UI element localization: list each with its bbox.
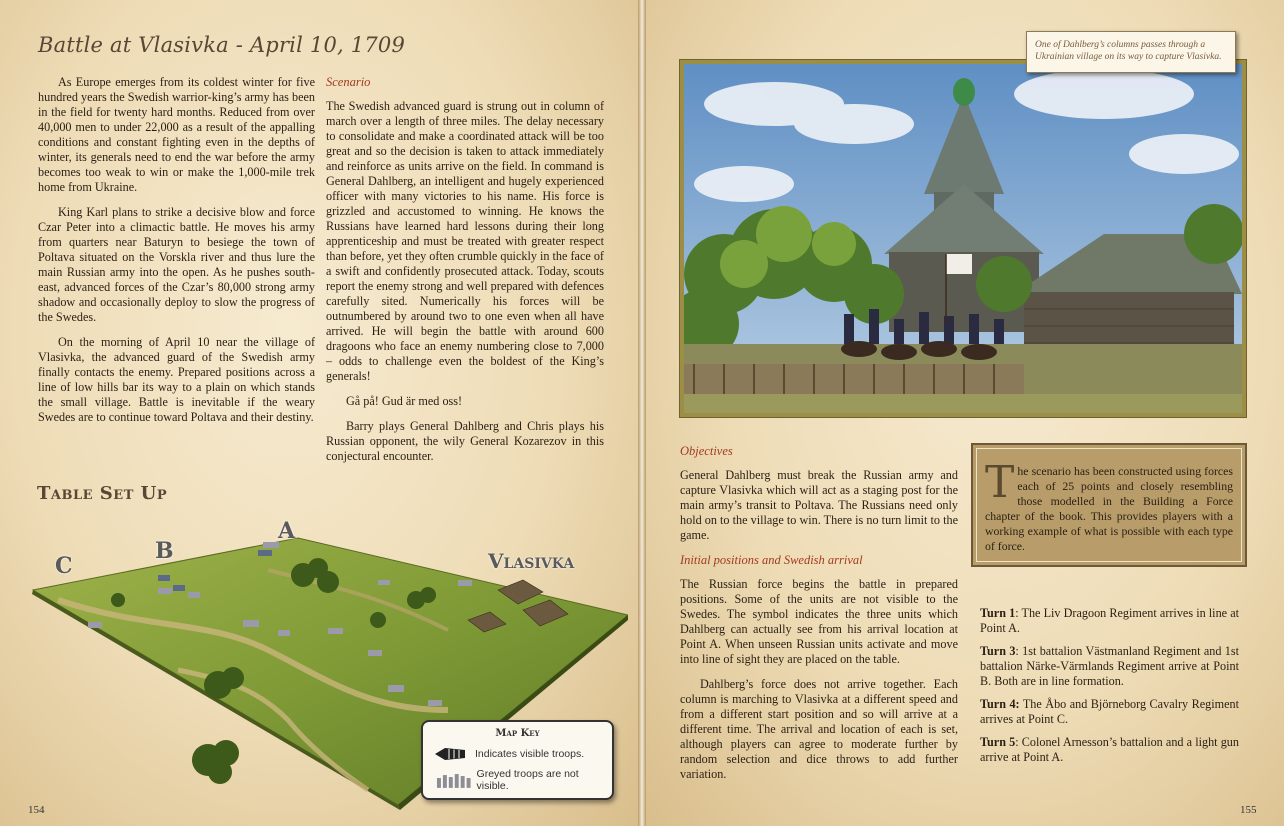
turn-label: Turn 3 xyxy=(980,644,1016,658)
map-label-village: Vlasivka xyxy=(488,549,575,573)
sidebar-text: he scenario has been constructed using forces each of 25 points and closely resembling those modelled in the Building a Force chapter of the book. This provides players with a working example of what is possible with each type of force. xyxy=(985,464,1233,553)
sidebar-box xyxy=(971,443,1247,567)
map-label-a: A xyxy=(278,518,296,544)
table-setup-title: Table Set Up xyxy=(37,483,168,504)
objectives-heading: Objectives xyxy=(680,444,733,458)
turn-label: Turn 4: xyxy=(980,697,1020,711)
page-number-left: 154 xyxy=(28,804,45,816)
turn-entry xyxy=(980,644,1239,689)
scenario-text: The Swedish advanced guard is strung out in column of march over a length of three miles. The delay necessary to consolidate and make a coordinated attack will be too great and so the decision is taken to attack immediately and reinforce as units arrive on the field. In command is General Dahlberg, an intelligent and hugely experienced officer with many victories to his name. His force is grizzled and accustomed to winning. He knows the Russians have learned hard lessons during their long apprenticeship and must be treated with greater respect than before, yet they often crumble quickly in the face of a swift and confidently prosecuted attack. Today, scouts report the enemy strong and well prepared with defences carefully sited. Numerically his forces will be outnumbered by around two to one even when all have arrived. He will begin the battle with around 600 dragoons who face an enemy numbering close to 7,000 – odds to challenge even the boldest of the King’s generals! xyxy=(326,99,604,383)
turn-entry xyxy=(980,735,1239,765)
turn-text: The Åbo and Björneborg Cavalry Regiment arrives at Point C. xyxy=(980,697,1239,726)
photo-caption: One of Dahlberg’s columns passes through a Ukrainian village on its way to capture Vlasivka. xyxy=(1026,31,1236,73)
village-photo xyxy=(680,60,1246,417)
initial-positions-text-1: The Russian force begins the battle in prepared positions. Some of the units are not visible to the Swedes. The symbol indicates the three units which Dahlberg can actually see from his arrival location at Point A. When unseen Russian units activate and move into line of sight they are placed on the table. xyxy=(680,577,958,666)
greyed-troops-icon xyxy=(435,770,473,790)
page-title: Battle at Vlasivka - April 10, 1709 xyxy=(38,33,406,57)
map-key-row-greyed xyxy=(435,768,612,792)
map-key-title: Map Key xyxy=(495,728,540,739)
sidebar-dropcap: T xyxy=(985,457,1015,508)
map-label-b: B xyxy=(155,538,174,564)
page-number-right: 155 xyxy=(1240,804,1257,816)
turn-label: Turn 1 xyxy=(980,606,1016,620)
players-text: Barry plays General Dahlberg and Chris plays his Russian opponent, the wily General Kozarezov in this conjectural encounter. xyxy=(326,419,604,463)
turn-entry xyxy=(980,606,1239,636)
book-gutter xyxy=(638,0,646,826)
objectives-column xyxy=(680,444,958,792)
map-key-greyed-text: Greyed troops are not visible. xyxy=(476,768,579,792)
intro-paragraph-3: On the morning of April 10 near the village of Vlasivka, the advanced guard of the Swedish army finally contacts the enemy. Prepared positions across a line of low hills bar its way to a plain on which stands the small village. Battle is inevitable if the weary Swedes are to continue toward Poltava and their destiny. xyxy=(38,335,315,424)
sidebar-inner xyxy=(976,448,1242,562)
initial-positions-text-2: Dahlberg’s force does not arrive together. Each column is marching to Vlasivka at a different speed and from a different start position and so will arrive at a different time. The arrival and location of each is set, although players can agree to moderate further by random selection and dice throws to add further variation. xyxy=(680,677,958,781)
visible-troops-icon xyxy=(435,748,465,760)
turn-text: : Colonel Arnesson’s battalion and a light gun arrive at Point A. xyxy=(980,735,1239,764)
turn-label: Turn 5 xyxy=(980,735,1016,749)
objectives-text: General Dahlberg must break the Russian army and capture Vlasivka which will act as a staging post for the main army’s transit to Poltava. The Russians need only hold on to the village to win. There is no turn limit to the game. xyxy=(680,468,958,542)
intro-column xyxy=(38,75,315,435)
scenario-heading: Scenario xyxy=(326,75,371,89)
map-label-c: C xyxy=(55,553,73,579)
turn-entry xyxy=(980,697,1239,727)
left-page xyxy=(0,0,638,826)
turns-column xyxy=(980,606,1239,773)
turn-text: : 1st battalion Västmanland Regiment and 1st battalion Närke-Värmlands Regiment arrive at Point B. Both are in line formation. xyxy=(980,644,1240,688)
village-photo-image xyxy=(684,64,1242,413)
map-key xyxy=(421,720,614,800)
intro-paragraph-2: King Karl plans to strike a decisive blow and force Czar Peter into a climactic battle. He moves his army from quarters near Baturyn to besiege the town of Poltava situated on the Vorskla river and thus lure the main Russian army into the open. As he pushes south-east, advanced forces of the Czar’s 80,000 strong army shadow and occasionally deploy to slow the progress of the Swedes. xyxy=(38,205,315,324)
scenario-column xyxy=(326,75,604,474)
quote-text: Gå på! Gud är med oss! xyxy=(346,394,463,408)
turn-text: : The Liv Dragoon Regiment arrives in line at Point A. xyxy=(980,606,1239,635)
right-page xyxy=(646,0,1284,826)
map-key-visible-text: Indicates visible troops. xyxy=(475,748,585,760)
initial-positions-heading: Initial positions and Swedish arrival xyxy=(680,553,863,567)
map-key-row-visible xyxy=(435,748,584,760)
intro-paragraph-1: As Europe emerges from its coldest winter for five hundred years the Swedish warrior-king’s army has been in the field for twenty hard months. Reduced from over 40,000 men to under 22,000 as a result of the appalling conditions and constant fighting even in the depths of winter, its generals need to end the war before the army becomes too weak to win or make the 1,000-mile trek home from Ukraine. xyxy=(38,75,315,194)
